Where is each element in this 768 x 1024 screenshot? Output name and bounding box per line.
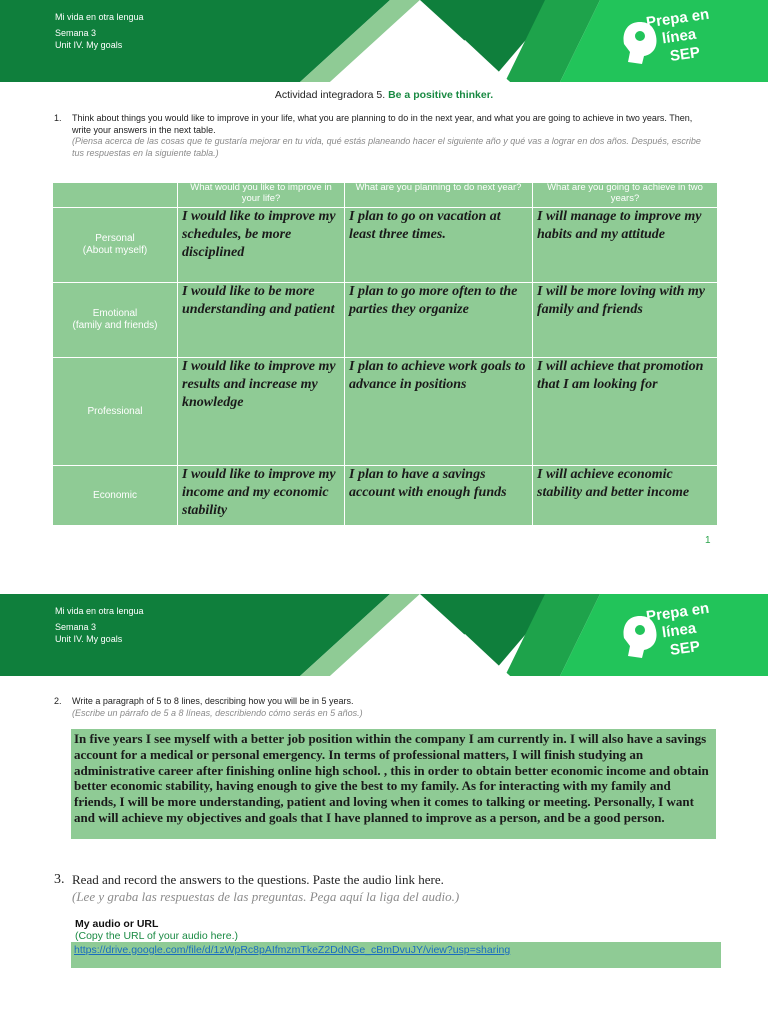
row-label-text: Emotional bbox=[92, 308, 138, 319]
logo-line2: línea bbox=[660, 25, 698, 48]
course-name: Mi vida en otra lengua bbox=[55, 12, 144, 22]
question-3 bbox=[54, 872, 460, 905]
logo-line3: SEP bbox=[668, 637, 702, 660]
header-next-year: What are you planning to do next year? bbox=[345, 183, 533, 208]
course-meta bbox=[55, 605, 144, 646]
week-label: Semana 3 bbox=[55, 621, 97, 632]
question-1 bbox=[54, 113, 712, 159]
page-number: 1 bbox=[705, 535, 711, 546]
question-2-number: 2. bbox=[54, 696, 62, 706]
audio-label: My audio or URL bbox=[75, 918, 159, 930]
answer-cell[interactable]: I would like to improve my income and my economic stability bbox=[178, 466, 345, 526]
logo-line1: Prepa en bbox=[645, 599, 711, 626]
course-name: Mi vida en otra lengua bbox=[55, 606, 144, 616]
row-label-text: Professional bbox=[87, 405, 143, 417]
week-label: Semana 3 bbox=[55, 27, 97, 38]
prepa-en-linea-sep-logo bbox=[618, 6, 710, 76]
header-banner-page-2 bbox=[0, 594, 768, 676]
question-3-spanish: (Lee y graba las respuestas de las preguntas. Pega aquí la liga del audio.) bbox=[72, 888, 460, 904]
question-1-text: Think about things you would like to improve in your life, what you are planning to do in the next year, and what you are going to achieve in two years. Then, write your answers in the next table. bbox=[72, 113, 693, 135]
row-label-text: Economic bbox=[93, 489, 137, 501]
activity-prefix: Actividad integradora 5. bbox=[274, 89, 386, 101]
paragraph-answer[interactable]: In five years I see myself with a better job position within the company I am currently in. I will also have a savings account for a medical or personal emergency. In terms of professional matters, I will finish studying an administrative career after finishing online high school. , this in order to obtain better economic income and obtain better economic stability, having enough to give the best to my family. As for interacting with my family and friends, I will be more understanding, patient and loving when it comes to talking or meeting. Personally, I want and will achieve my objectives and goals that I have planned to improve as a person, and be a good person. bbox=[71, 729, 716, 839]
table-row-economic bbox=[53, 466, 718, 526]
answer-cell[interactable]: I would like to improve my schedules, be more disciplined bbox=[178, 208, 345, 283]
header-empty bbox=[53, 183, 178, 208]
answer-cell[interactable]: I would like to be more understanding and patient bbox=[178, 283, 345, 358]
answer-cell[interactable]: I will manage to improve my habits and my attitude bbox=[533, 208, 718, 283]
question-3-text: Read and record the answers to the questions. Paste the audio link here. bbox=[72, 872, 444, 887]
answer-cell[interactable]: I would like to improve my results and increase my knowledge bbox=[178, 358, 345, 466]
row-sublabel-text: (family and friends) bbox=[72, 320, 158, 331]
goals-table bbox=[52, 182, 718, 526]
activity-title bbox=[0, 89, 768, 101]
answer-cell[interactable]: I will achieve economic stability and better income bbox=[533, 466, 718, 526]
table-row-personal bbox=[53, 208, 718, 283]
table-row-professional bbox=[53, 358, 718, 466]
answer-cell[interactable]: I plan to go on vacation at least three times. bbox=[345, 208, 533, 283]
answer-cell[interactable]: I plan to have a savings account with enough funds bbox=[345, 466, 533, 526]
row-sublabel-text: (About myself) bbox=[82, 245, 148, 256]
header-two-years: What are you going to achieve in two years? bbox=[533, 183, 718, 208]
answer-cell[interactable]: I will be more loving with my family and friends bbox=[533, 283, 718, 358]
audio-url-field[interactable] bbox=[71, 942, 721, 968]
answer-cell[interactable]: I plan to go more often to the parties they organize bbox=[345, 283, 533, 358]
unit-label: Unit IV. My goals bbox=[55, 40, 123, 50]
prepa-en-linea-sep-logo bbox=[618, 600, 710, 670]
answer-cell[interactable]: I will achieve that promotion that I am looking for bbox=[533, 358, 718, 466]
logo-line3: SEP bbox=[668, 43, 702, 66]
audio-url-link[interactable]: https://drive.google.com/file/d/1zWpRc8pAIfmzmTkeZ2DdNGe_cBmDvuJY/view?usp=sharing bbox=[74, 944, 511, 956]
table-row-emotional bbox=[53, 283, 718, 358]
table-header-row bbox=[53, 183, 718, 208]
header-improve: What would you like to improve in your life? bbox=[178, 183, 345, 208]
unit-label: Unit IV. My goals bbox=[55, 634, 123, 644]
audio-hint: (Copy the URL of your audio here.) bbox=[75, 930, 239, 942]
logo-line1: Prepa en bbox=[645, 5, 711, 32]
row-label-emotional bbox=[53, 283, 178, 358]
question-1-number: 1. bbox=[54, 113, 62, 123]
row-label-economic bbox=[53, 466, 178, 526]
row-label-professional bbox=[53, 358, 178, 466]
header-banner bbox=[0, 0, 768, 82]
question-2-spanish: (Escribe un párrafo de 5 a 8 líneas, describiendo cómo serás en 5 años.) bbox=[72, 707, 363, 718]
activity-name: Be a positive thinker. bbox=[388, 89, 494, 101]
question-2-text: Write a paragraph of 5 to 8 lines, describing how you will be in 5 years. bbox=[72, 696, 354, 706]
row-label-text: Personal bbox=[95, 233, 135, 244]
answer-cell[interactable]: I plan to achieve work goals to advance in positions bbox=[345, 358, 533, 466]
question-3-number: 3. bbox=[54, 872, 65, 887]
course-meta bbox=[55, 11, 144, 52]
question-2 bbox=[54, 696, 712, 719]
question-1-spanish: (Piensa acerca de las cosas que te gustaría mejorar en tu vida, qué estás planeando hacer el siguiente año y qué vas a lograr en dos años. Después, escribe tus respuestas en la siguiente tabla.) bbox=[72, 136, 701, 158]
row-label-personal bbox=[53, 208, 178, 283]
logo-line2: línea bbox=[660, 619, 698, 642]
